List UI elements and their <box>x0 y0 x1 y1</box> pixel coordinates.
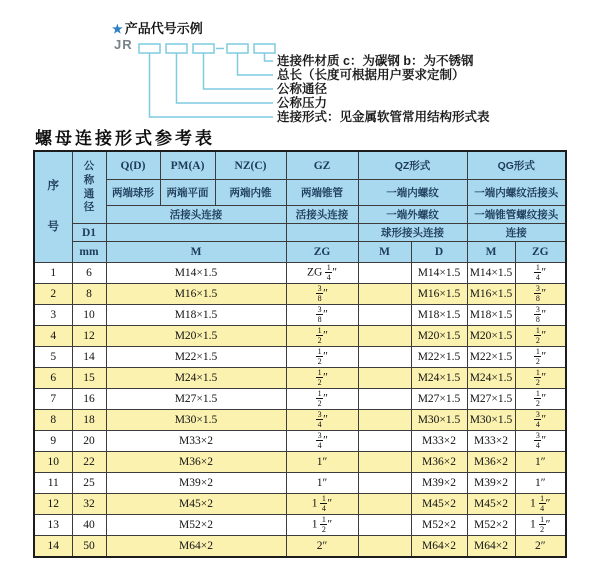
cell-qz-m <box>358 431 411 452</box>
cell-m-thread: M27×1.5 <box>106 389 286 410</box>
cell-qg-zg: 1 $\frac{1}{4}$ ″ <box>515 494 566 515</box>
cell-qz-m <box>358 452 411 473</box>
cell-qg-zg: $\frac{1}{2}$ ″ <box>515 347 566 368</box>
cell-m-thread: M18×1.5 <box>106 305 286 326</box>
cell-qz-d: M16×1.5 <box>411 284 467 305</box>
header-unit-mm: mm <box>72 242 106 263</box>
cell-seq: 9 <box>34 431 72 452</box>
cell-m-thread: M30×1.5 <box>106 410 286 431</box>
cell-seq: 3 <box>34 305 72 326</box>
header-row <box>34 151 566 180</box>
cell-m-thread: M24×1.5 <box>106 368 286 389</box>
header-end-type: 一端内螺纹 <box>358 180 467 206</box>
table-row <box>34 368 566 389</box>
cell-gz-zg: 2″ <box>286 536 358 558</box>
header-seq: 序号 <box>34 151 72 263</box>
cell-seq: 13 <box>34 515 72 536</box>
header-form-nzc: NZ(C) <box>215 151 286 180</box>
cell-dn-mm: 8 <box>72 284 106 305</box>
cell-qz-m <box>358 347 411 368</box>
cell-qg-zg: 1″ <box>515 452 566 473</box>
cell-dn-mm: 14 <box>72 347 106 368</box>
cell-seq: 6 <box>34 368 72 389</box>
cell-gz-zg: $\frac{3}{8}$ ″ <box>286 284 358 305</box>
header-connect: 连接 <box>467 224 566 242</box>
code-box <box>193 44 214 53</box>
table-row <box>34 389 566 410</box>
cell-dn-mm: 22 <box>72 452 106 473</box>
cell-qg-zg: 1 $\frac{1}{2}$ ″ <box>515 515 566 536</box>
code-box <box>254 44 275 53</box>
star-icon: ★ <box>112 22 123 36</box>
code-box <box>166 44 187 53</box>
code-label-length: 总长（长度可根据用户要求定制） <box>277 68 465 82</box>
header-end-type: 一端内螺纹活接头 <box>467 180 566 206</box>
cell-dn-mm: 6 <box>72 263 106 284</box>
code-box <box>139 44 160 53</box>
cell-qz-m <box>358 473 411 494</box>
cell-qz-d: M33×2 <box>411 431 467 452</box>
cell-seq: 11 <box>34 473 72 494</box>
table-row <box>34 347 566 368</box>
cell-seq: 5 <box>34 347 72 368</box>
cell-qz-d: M27×1.5 <box>411 389 467 410</box>
cell-qz-d: M36×2 <box>411 452 467 473</box>
code-label-material: 连接件材质 c：为碳钢 b：为不锈钢 <box>277 54 474 68</box>
code-label-connection: 连接形式：见金属软管常用结构形式表 <box>277 110 490 124</box>
cell-qz-m <box>358 284 411 305</box>
code-label-pressure: 公称压力 <box>277 96 328 110</box>
cell-qg-m: M24×1.5 <box>467 368 515 389</box>
cell-qz-m <box>358 263 411 284</box>
cell-qg-zg: $\frac{3}{8}$ ″ <box>515 284 566 305</box>
cell-m-thread: M22×1.5 <box>106 347 286 368</box>
cell-seq: 1 <box>34 263 72 284</box>
cell-qg-m: M45×2 <box>467 494 515 515</box>
header-form-qd: Q(D) <box>106 151 160 180</box>
cell-seq: 12 <box>34 494 72 515</box>
cell-m-thread: M14×1.5 <box>106 263 286 284</box>
cell-gz-zg: $\frac{3}{4}$ ″ <box>286 431 358 452</box>
cell-m-thread: M39×2 <box>106 473 286 494</box>
cell-dn-mm: 25 <box>72 473 106 494</box>
cell-dn-mm: 18 <box>72 410 106 431</box>
cell-m-thread: M20×1.5 <box>106 326 286 347</box>
cell-qg-zg: $\frac{1}{2}$ ″ <box>515 389 566 410</box>
header-nominal-diameter: 公称通径 <box>72 151 106 224</box>
header-form-pma: PM(A) <box>160 151 215 180</box>
cell-qz-d: M52×2 <box>411 515 467 536</box>
cell-m-thread: M33×2 <box>106 431 286 452</box>
header-ball-joint-connect: 球形接头连接 <box>358 224 467 242</box>
code-label-diameter: 公称通径 <box>277 82 328 96</box>
cell-gz-zg: 1″ <box>286 473 358 494</box>
table-title: 螺母连接形式参考表 <box>35 129 215 149</box>
table-row <box>34 515 566 536</box>
header-end-type: 两端锥管 <box>286 180 358 206</box>
cell-qg-zg: $\frac{1}{4}$ ″ <box>515 263 566 284</box>
cell-qg-zg: $\frac{3}{8}$ ″ <box>515 305 566 326</box>
table-row <box>34 326 566 347</box>
header-end-type: 两端球形 <box>106 180 160 206</box>
table-row <box>34 536 566 558</box>
connector-line <box>265 53 274 61</box>
cell-gz-zg: $\frac{1}{2}$ ″ <box>286 389 358 410</box>
cell-qz-d: M39×2 <box>411 473 467 494</box>
cell-m-thread: M52×2 <box>106 515 286 536</box>
cell-qz-m <box>358 410 411 431</box>
cell-dn-mm: 20 <box>72 431 106 452</box>
header-row <box>34 224 566 242</box>
header-unit-zg: ZG <box>515 242 566 263</box>
cell-m-thread: M36×2 <box>106 452 286 473</box>
cell-seq: 14 <box>34 536 72 558</box>
cell-qz-d: M30×1.5 <box>411 410 467 431</box>
reference-table <box>33 150 567 558</box>
table-row <box>34 452 566 473</box>
cell-seq: 4 <box>34 326 72 347</box>
table-row <box>34 494 566 515</box>
cell-qg-zg: $\frac{1}{2}$ ″ <box>515 368 566 389</box>
product-code-prefix: JR <box>114 37 133 52</box>
cell-gz-zg: $\frac{3}{8}$ ″ <box>286 305 358 326</box>
cell-qg-m: M39×2 <box>467 473 515 494</box>
product-code-example-label <box>112 18 203 37</box>
cell-gz-zg: 1 $\frac{1}{4}$ ″ <box>286 494 358 515</box>
cell-dn-mm: 32 <box>72 494 106 515</box>
cell-m-thread: M16×1.5 <box>106 284 286 305</box>
product-code-example-text: 产品代号示例 <box>124 21 203 36</box>
header-unit-m: M <box>358 242 411 263</box>
cell-dn-mm: 50 <box>72 536 106 558</box>
cell-gz-zg: 1″ <box>286 452 358 473</box>
cell-seq: 10 <box>34 452 72 473</box>
cell-qg-zg: $\frac{3}{4}$ ″ <box>515 410 566 431</box>
table-row <box>34 473 566 494</box>
header-d1: D1 <box>72 224 106 242</box>
cell-gz-zg: ZG $\frac{1}{4}$ ″ <box>286 263 358 284</box>
cell-gz-zg: $\frac{1}{2}$ ″ <box>286 347 358 368</box>
cell-qz-d: M45×2 <box>411 494 467 515</box>
cell-qz-m <box>358 536 411 558</box>
connector-line <box>238 53 274 75</box>
cell-m-thread: M45×2 <box>106 494 286 515</box>
cell-gz-zg: $\frac{1}{2}$ ″ <box>286 326 358 347</box>
header-row <box>34 180 566 206</box>
cell-seq: 7 <box>34 389 72 410</box>
cell-qz-d: M18×1.5 <box>411 305 467 326</box>
header-form-qz: QZ形式 <box>358 151 467 180</box>
header-form-qg: QG形式 <box>467 151 566 180</box>
table-row <box>34 431 566 452</box>
cell-qg-m: M33×2 <box>467 431 515 452</box>
header-end-type: 两端平面 <box>160 180 215 206</box>
header-blank-cell <box>286 224 358 242</box>
cell-qz-m <box>358 515 411 536</box>
cell-gz-zg: $\frac{3}{4}$ ″ <box>286 410 358 431</box>
cell-gz-zg: $\frac{1}{2}$ ″ <box>286 368 358 389</box>
cell-seq: 8 <box>34 410 72 431</box>
cell-qz-d: M64×2 <box>411 536 467 558</box>
cell-qz-m <box>358 494 411 515</box>
cell-dn-mm: 12 <box>72 326 106 347</box>
table-row <box>34 305 566 326</box>
header-form-gz: GZ <box>286 151 358 180</box>
cell-qz-m <box>358 305 411 326</box>
header-connect-type: 活接头连接 <box>106 206 286 224</box>
cell-qg-m: M14×1.5 <box>467 263 515 284</box>
cell-qg-m: M27×1.5 <box>467 389 515 410</box>
cell-qg-m: M16×1.5 <box>467 284 515 305</box>
cell-qg-m: M36×2 <box>467 452 515 473</box>
cell-qz-d: M22×1.5 <box>411 347 467 368</box>
cell-qg-zg: 2″ <box>515 536 566 558</box>
cell-dn-mm: 40 <box>72 515 106 536</box>
cell-qg-zg: 1″ <box>515 473 566 494</box>
header-connect-type: 一端外螺纹 <box>358 206 467 224</box>
table-row <box>34 410 566 431</box>
cell-dn-mm: 15 <box>72 368 106 389</box>
cell-qz-m <box>358 389 411 410</box>
header-row <box>34 242 566 263</box>
header-row <box>34 206 566 224</box>
table-row <box>34 284 566 305</box>
cell-qz-m <box>358 368 411 389</box>
header-connect-type: 一端锥管螺纹接头 <box>467 206 566 224</box>
cell-seq: 2 <box>34 284 72 305</box>
header-blank-cell <box>106 224 286 242</box>
header-unit-zg: ZG <box>286 242 358 263</box>
table-row <box>34 263 566 284</box>
code-box <box>227 44 248 53</box>
cell-qg-m: M18×1.5 <box>467 305 515 326</box>
cell-gz-zg: 1 $\frac{1}{2}$ ″ <box>286 515 358 536</box>
cell-dn-mm: 16 <box>72 389 106 410</box>
header-unit-m: M <box>106 242 286 263</box>
cell-qg-zg: $\frac{3}{4}$ ″ <box>515 431 566 452</box>
cell-qz-m <box>358 326 411 347</box>
cell-qz-d: M14×1.5 <box>411 263 467 284</box>
cell-qg-zg: $\frac{1}{2}$ ″ <box>515 326 566 347</box>
header-unit-d: D <box>411 242 467 263</box>
cell-qz-d: M20×1.5 <box>411 326 467 347</box>
cell-qz-d: M24×1.5 <box>411 368 467 389</box>
cell-qg-m: M52×2 <box>467 515 515 536</box>
cell-qg-m: M30×1.5 <box>467 410 515 431</box>
header-end-type: 两端内锥 <box>215 180 286 206</box>
cell-qg-m: M20×1.5 <box>467 326 515 347</box>
cell-m-thread: M64×2 <box>106 536 286 558</box>
connector-line <box>150 53 274 117</box>
connector-line <box>177 53 274 103</box>
cell-dn-mm: 10 <box>72 305 106 326</box>
cell-qg-m: M22×1.5 <box>467 347 515 368</box>
header-connect-type: 活接头连接 <box>286 206 358 224</box>
cell-qg-m: M64×2 <box>467 536 515 558</box>
header-unit-m: M <box>467 242 515 263</box>
